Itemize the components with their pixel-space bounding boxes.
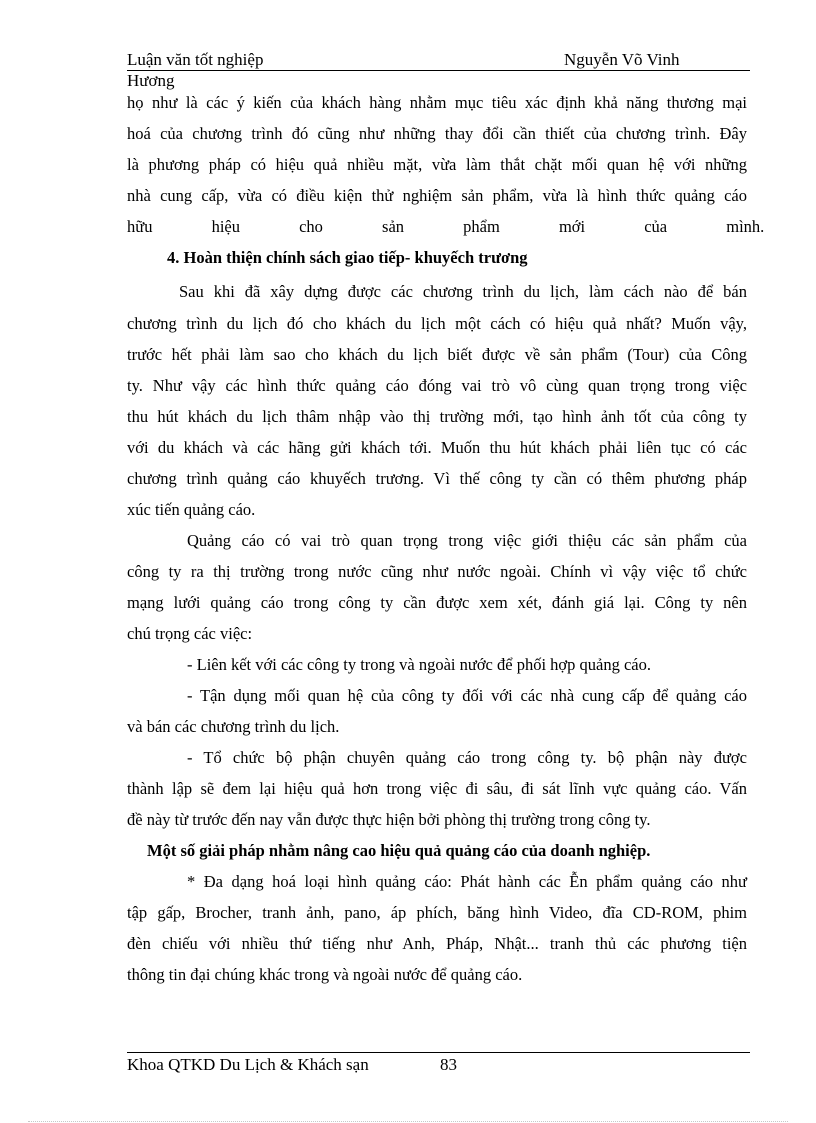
section-heading: 4. Hoàn thiện chính sách giao tiếp- khuyếch trương [167, 248, 528, 267]
body-line: hoá của chương trình đó cũng như những thay đổi cần thiết của chương trình. Đây [127, 124, 747, 143]
body-line: với du khách và các hãng gửi khách tới. Muốn thu hút khách phải liên tục có các [127, 438, 747, 457]
body-line: nhà cung cấp, vừa có điều kiện thử nghiệm sản phẩm, vừa là hình thức quảng cáo [127, 186, 747, 205]
body-line: chú trọng các việc: [127, 624, 253, 643]
body-line: hữu hiệu cho sản phẩm mới của mình. [127, 217, 765, 236]
body-line: Sau khi đã xây dựng được các chương trình du lịch, làm cách nào để bán [179, 282, 747, 301]
footer-rule [127, 1052, 750, 1053]
page-edge-divider [28, 1121, 788, 1122]
body-line: là phương pháp có hiệu quả nhiều mặt, vừa làm thắt chặt mối quan hệ với những [127, 155, 747, 174]
body-line: thông tin đại chúng khác trong và ngoài nước để quảng cáo. [127, 965, 523, 984]
body-line: chương trình quảng cáo khuyếch trương. Vì thế công ty cần có thêm phương pháp [127, 469, 747, 488]
body-line: thu hút khách du lịch thâm nhập vào thị trường mới, tạo hình ảnh tốt của công ty [127, 407, 747, 426]
body-line: họ như là các ý kiến của khách hàng nhằm mục tiêu xác định khả năng thương mại [127, 93, 747, 112]
bullet-item: - Tổ chức bộ phận chuyên quảng cáo trong công ty. bộ phận này được [187, 748, 747, 767]
body-line: * Đa dạng hoá loại hình quảng cáo: Phát hành các Ễn phẩm quảng cáo như [187, 872, 747, 891]
page-header [127, 50, 750, 71]
body-line: công ty ra thị trường trong nước cũng như nước ngoài. Chính vì vậy việc tổ chức [127, 562, 747, 581]
bullet-item: - Tận dụng mối quan hệ của công ty đối với các nhà cung cấp để quảng cáo [187, 686, 747, 705]
page-number: 83 [440, 1055, 457, 1074]
body-line: tập gấp, Brocher, tranh ảnh, pano, áp phích, băng hình Video, đĩa CD-ROM, phim [127, 903, 747, 922]
bullet-item: - Liên kết với các công ty trong và ngoài nước để phối hợp quảng cáo. [187, 655, 651, 674]
header-thesis-title: Luận văn tốt nghiệp [127, 50, 264, 69]
body-line: và bán các chương trình du lịch. [127, 717, 340, 736]
body-line: chương trình du lịch đó cho khách du lịch một cách có hiệu quả nhất? Muốn vậy, [127, 314, 747, 333]
body-line: Quảng cáo có vai trò quan trọng trong việc giới thiệu các sản phẩm của [187, 531, 747, 550]
header-author: Nguyễn Võ Vinh [564, 50, 680, 69]
body-line: đèn chiếu với nhiều thứ tiếng như Anh, Pháp, Nhật... tranh thủ các phương tiện [127, 934, 747, 953]
body-line: ty. Như vậy các hình thức quảng cáo đóng vai trò vô cùng quan trọng trong việc [127, 376, 747, 395]
body-line: xúc tiến quảng cáo. [127, 500, 256, 519]
body-line: đề này từ trước đến nay vẫn được thực hiện bởi phòng thị trường trong công ty. [127, 810, 651, 829]
body-line: trước hết phải làm sao cho khách du lịch biết được về sản phẩm (Tour) của Công [127, 345, 747, 364]
body-line: mạng lưới quảng cáo trong công ty cần được xem xét, đánh giá lại. Công ty nên [127, 593, 747, 612]
sub-heading: Một số giải pháp nhằm nâng cao hiệu quả quảng cáo của doanh nghiệp. [147, 841, 651, 860]
body-line: thành lập sẽ đem lại hiệu quả hơn trong việc đi sâu, đi sát lĩnh vực quảng cáo. Vấn [127, 779, 747, 798]
footer-department: Khoa QTKD Du Lịch & Khách sạn [127, 1055, 369, 1074]
header-author-overflow: Hương [127, 71, 175, 90]
